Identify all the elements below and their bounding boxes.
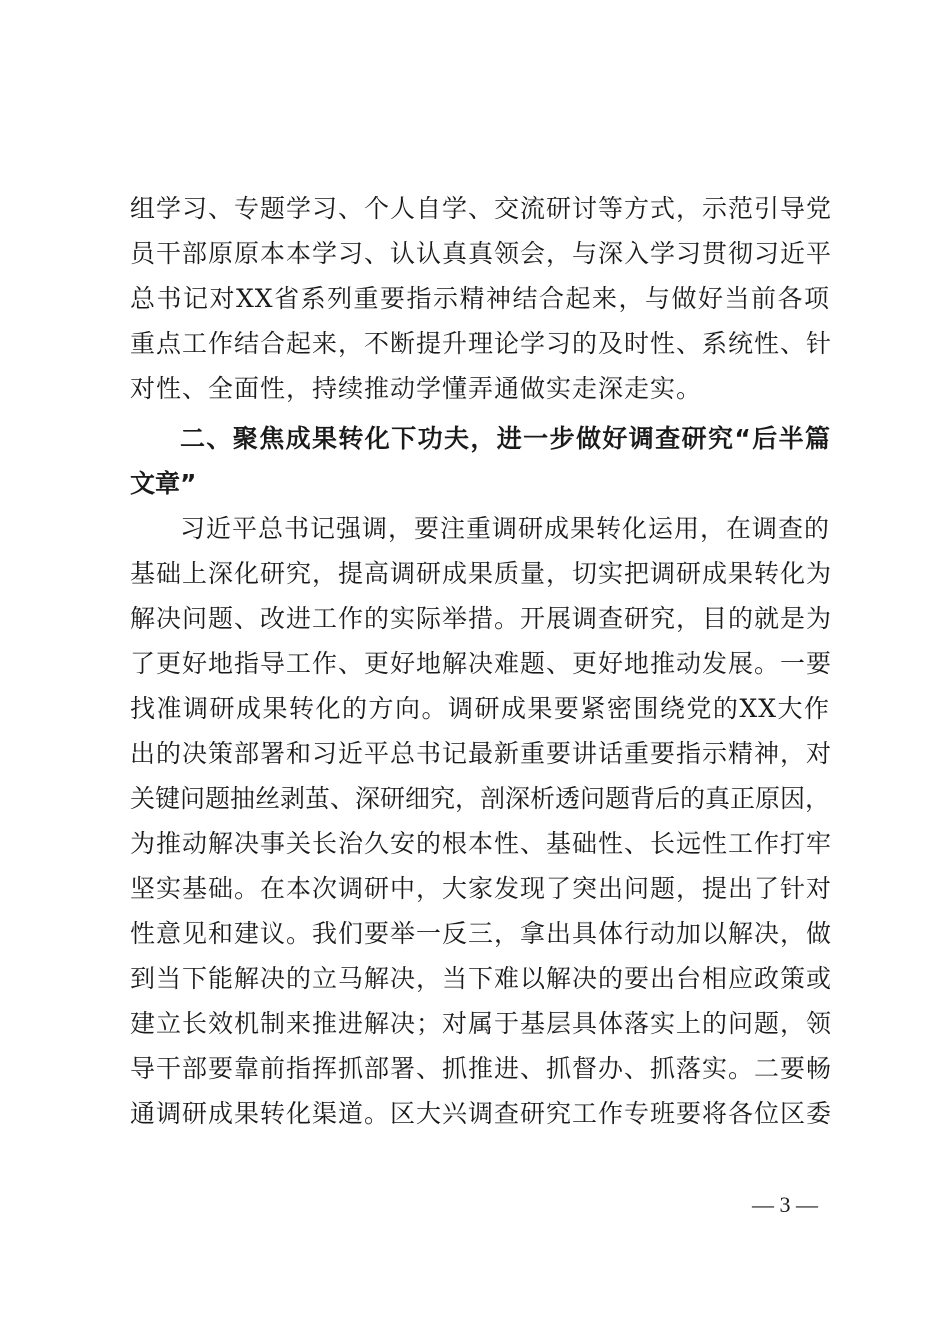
text-line: 导干部要靠前指挥抓部署、抓推进、抓督办、抓落实。二要畅 bbox=[130, 1054, 833, 1083]
text-line: 为推动解决事关长治久安的根本性、基础性、长远性工作打牢 bbox=[130, 829, 833, 858]
text-line: 坚实基础。在本次调研中，大家发现了突出问题，提出了针对 bbox=[130, 874, 833, 903]
text-line: 总书记对XX省系列重要指示精神结合起来，与做好当前各项 bbox=[130, 284, 830, 313]
text-line: 出的决策部署和习近平总书记最新重要讲话重要指示精神，对 bbox=[130, 739, 833, 768]
text-line: 找准调研成果转化的方向。调研成果要紧密围绕党的XX大作 bbox=[130, 694, 830, 723]
text-line: 组学习、专题学习、个人自学、交流研讨等方式，示范引导党 bbox=[130, 194, 833, 223]
text-line: 解决问题、改进工作的实际举措。开展调查研究，目的就是为 bbox=[130, 604, 833, 633]
heading-line: 二、聚焦成果转化下功夫，进一步做好调查研究“后半篇 bbox=[180, 424, 830, 453]
text-line: 到当下能解决的立马解决，当下难以解决的要出台相应政策或 bbox=[130, 964, 833, 993]
text-line: 员干部原原本本学习、认认真真领会，与深入学习贯彻习近平 bbox=[130, 239, 833, 268]
text-line: 通调研成果转化渠道。区大兴调查研究工作专班要将各位区委 bbox=[130, 1099, 833, 1128]
page-number: — 3 — bbox=[752, 1192, 818, 1217]
text-line: 建立长效机制来推进解决；对属于基层具体落实上的问题，领 bbox=[130, 1009, 833, 1038]
text-line: 习近平总书记强调，要注重调研成果转化运用，在调查的 bbox=[180, 514, 831, 543]
text-line: 关键问题抽丝剥茧、深研细究，剖深析透问题背后的真正原因， bbox=[130, 784, 831, 813]
text-line: 重点工作结合起来，不断提升理论学习的及时性、系统性、针 bbox=[130, 329, 833, 358]
text-line: 基础上深化研究，提高调研成果质量，切实把调研成果转化为 bbox=[130, 559, 833, 588]
text-line: 对性、全面性，持续推动学懂弄通做实走深走实。 bbox=[130, 374, 703, 403]
text-line: 性意见和建议。我们要举一反三，拿出具体行动加以解决，做 bbox=[130, 919, 833, 948]
heading-line: 文章” bbox=[130, 469, 197, 498]
text-line: 了更好地指导工作、更好地解决难题、更好地推动发展。一要 bbox=[130, 649, 833, 678]
